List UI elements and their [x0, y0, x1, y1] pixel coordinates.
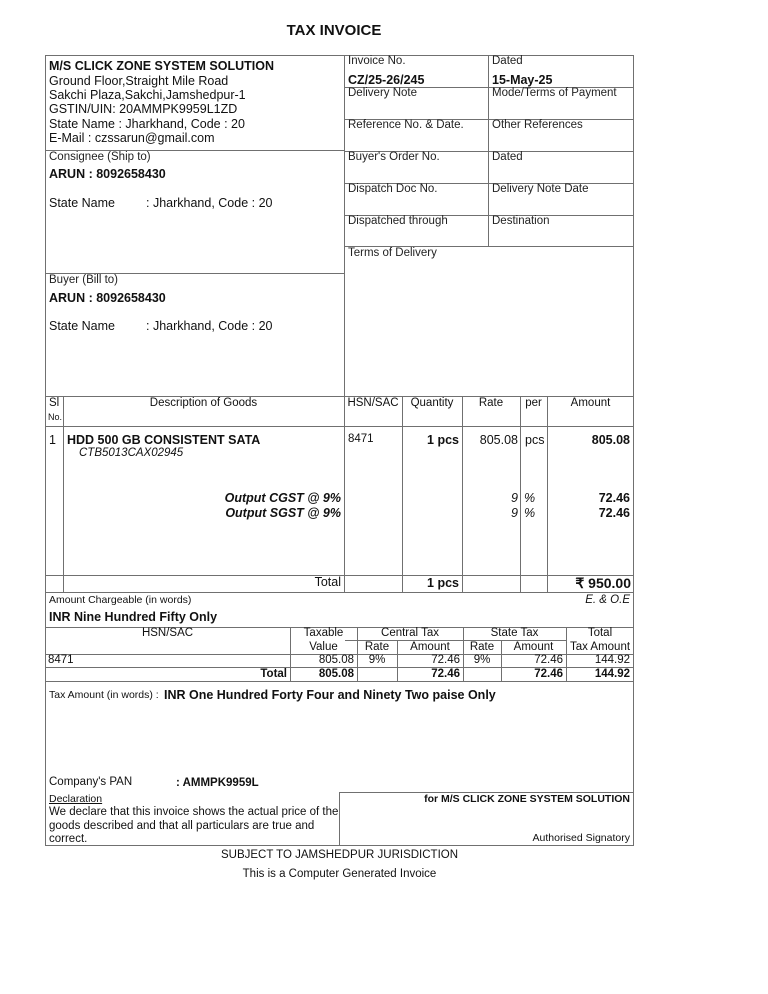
col-hsn: HSN/SAC: [347, 397, 399, 409]
tax-col-state-rate: Rate: [469, 641, 495, 653]
tax-col-total-amount: Tax Amount: [569, 641, 631, 653]
item-amount: 805.08: [591, 433, 630, 447]
tax-col-value: Value: [309, 641, 338, 653]
tax-sgst-per: %: [524, 506, 536, 520]
invoice-no-value: CZ/25-26/245: [348, 73, 425, 87]
item-description: HDD 500 GB CONSISTENT SATA: [67, 433, 261, 447]
amount-words-value: INR Nine Hundred Fifty Only: [49, 610, 218, 624]
tax-words-value: INR One Hundred Forty Four and Ninety Two paise Only: [164, 688, 496, 702]
col-description: Description of Goods: [149, 397, 258, 409]
tax-row-s-rate: 9%: [473, 654, 491, 666]
items-total-label: Total: [314, 575, 341, 589]
delivery-note-date-label: Delivery Note Date: [492, 183, 589, 195]
dated-value: 15-May-25: [492, 73, 553, 87]
items-total-amount: ₹ 950.00: [575, 575, 631, 591]
tax-col-state: State Tax: [490, 627, 539, 639]
amount-words-label: Amount Chargeable (in words): [49, 594, 192, 606]
tax-sgst-label: Output SGST @ 9%: [225, 506, 341, 520]
computer-generated-note: This is a Computer Generated Invoice: [242, 868, 437, 880]
buyers-order-label: Buyer's Order No.: [348, 151, 440, 163]
tax-col-state-amount: Amount: [513, 641, 554, 653]
item-sl: 1: [49, 433, 56, 447]
item-rate: 805.08: [479, 433, 518, 447]
mode-terms-label: Mode/Terms of Payment: [492, 87, 617, 99]
jurisdiction-note: SUBJECT TO JAMSHEDPUR JURISDICTION: [220, 849, 459, 861]
tax-cgst-rate: 9: [511, 491, 518, 505]
col-sl: Sl: [49, 397, 60, 409]
tax-total-label: Total: [260, 668, 287, 680]
delivery-note-label: Delivery Note: [348, 87, 418, 99]
item-per: pcs: [525, 433, 545, 447]
signature-company: for M/S CLICK ZONE SYSTEM SOLUTION: [424, 793, 630, 805]
seller-address-1: Ground Floor,Straight Mile Road: [49, 74, 229, 88]
tax-col-total: Total: [587, 627, 613, 639]
col-rate: Rate: [478, 397, 504, 409]
dispatched-through-label: Dispatched through: [348, 215, 448, 227]
buyers-order-dated-label: Dated: [492, 151, 523, 163]
consignee-label: Consignee (Ship to): [49, 151, 151, 163]
tax-row-s-amount: 72.46: [534, 654, 563, 666]
item-hsn: 8471: [348, 433, 374, 445]
col-sl-no: No.: [48, 412, 63, 422]
seller-gstin: GSTIN/UIN: 20AMMPK9959L1ZD: [49, 102, 238, 116]
other-references-label: Other References: [492, 119, 583, 131]
tax-col-central-amount: Amount: [410, 641, 450, 653]
tax-row-c-amount: 72.46: [431, 654, 460, 666]
tax-row-total: 144.92: [594, 654, 630, 666]
tax-sgst-rate: 9: [511, 506, 518, 520]
seller-name: M/S CLICK ZONE SYSTEM SOLUTION: [49, 59, 275, 73]
pan-value: : AMMPK9959L: [176, 777, 259, 789]
eoe-label: E. & O.E: [585, 594, 630, 606]
seller-address-2: Sakchi Plaza,Sakchi,Jamshedpur-1: [49, 88, 246, 102]
tax-sgst-amount: 72.46: [598, 506, 630, 520]
consignee-state-value: : Jharkhand, Code : 20: [146, 196, 273, 210]
tax-col-hsn: HSN/SAC: [141, 627, 194, 639]
buyer-state-label: State Name: [49, 319, 116, 333]
tax-row-hsn: 8471: [48, 654, 74, 666]
page-title: TAX INVOICE: [286, 22, 382, 39]
tax-total-s-amount: 72.46: [534, 668, 563, 680]
buyer-state-value: : Jharkhand, Code : 20: [146, 319, 273, 333]
tax-cgst-per: %: [524, 491, 536, 505]
item-quantity: 1 pcs: [427, 433, 459, 447]
buyer-label: Buyer (Bill to): [49, 274, 119, 286]
col-per: per: [525, 397, 542, 409]
items-total-quantity: 1 pcs: [427, 576, 459, 590]
consignee-state-label: State Name: [49, 196, 116, 210]
declaration-text: We declare that this invoice shows the actual price of the goods described and that all particulars are true and correct.: [49, 806, 339, 845]
declaration-label: Declaration: [49, 793, 103, 805]
tax-row-taxable: 805.08: [318, 654, 354, 666]
dispatch-doc-label: Dispatch Doc No.: [348, 183, 438, 195]
buyer-name: ARUN : 8092658430: [49, 291, 166, 305]
item-serial: CTB5013CAX02945: [79, 447, 184, 459]
signature-label: Authorised Signatory: [532, 832, 630, 844]
destination-label: Destination: [492, 215, 550, 227]
tax-col-central-rate: Rate: [364, 641, 390, 653]
tax-total-c-amount: 72.46: [431, 668, 460, 680]
invoice-no-label: Invoice No.: [348, 55, 406, 67]
seller-email: E-Mail : czssarun@gmail.com: [49, 131, 215, 145]
reference-label: Reference No. & Date.: [348, 119, 464, 131]
terms-of-delivery-label: Terms of Delivery: [348, 247, 437, 259]
consignee-name: ARUN : 8092658430: [49, 167, 166, 181]
col-quantity: Quantity: [410, 397, 454, 409]
tax-col-central: Central Tax: [381, 627, 439, 639]
seller-state: State Name : Jharkhand, Code : 20: [49, 117, 245, 131]
tax-row-c-rate: 9%: [368, 654, 386, 666]
tax-cgst-label: Output CGST @ 9%: [224, 491, 341, 505]
tax-total-taxable: 805.08: [318, 668, 354, 680]
tax-total-total: 144.92: [594, 668, 630, 680]
col-amount: Amount: [570, 397, 611, 409]
dated-label: Dated: [492, 55, 523, 67]
tax-col-taxable: Taxable: [303, 627, 344, 639]
pan-label: Company's PAN: [49, 776, 133, 788]
tax-cgst-amount: 72.46: [598, 491, 630, 505]
tax-words-label: Tax Amount (in words) :: [49, 689, 159, 701]
